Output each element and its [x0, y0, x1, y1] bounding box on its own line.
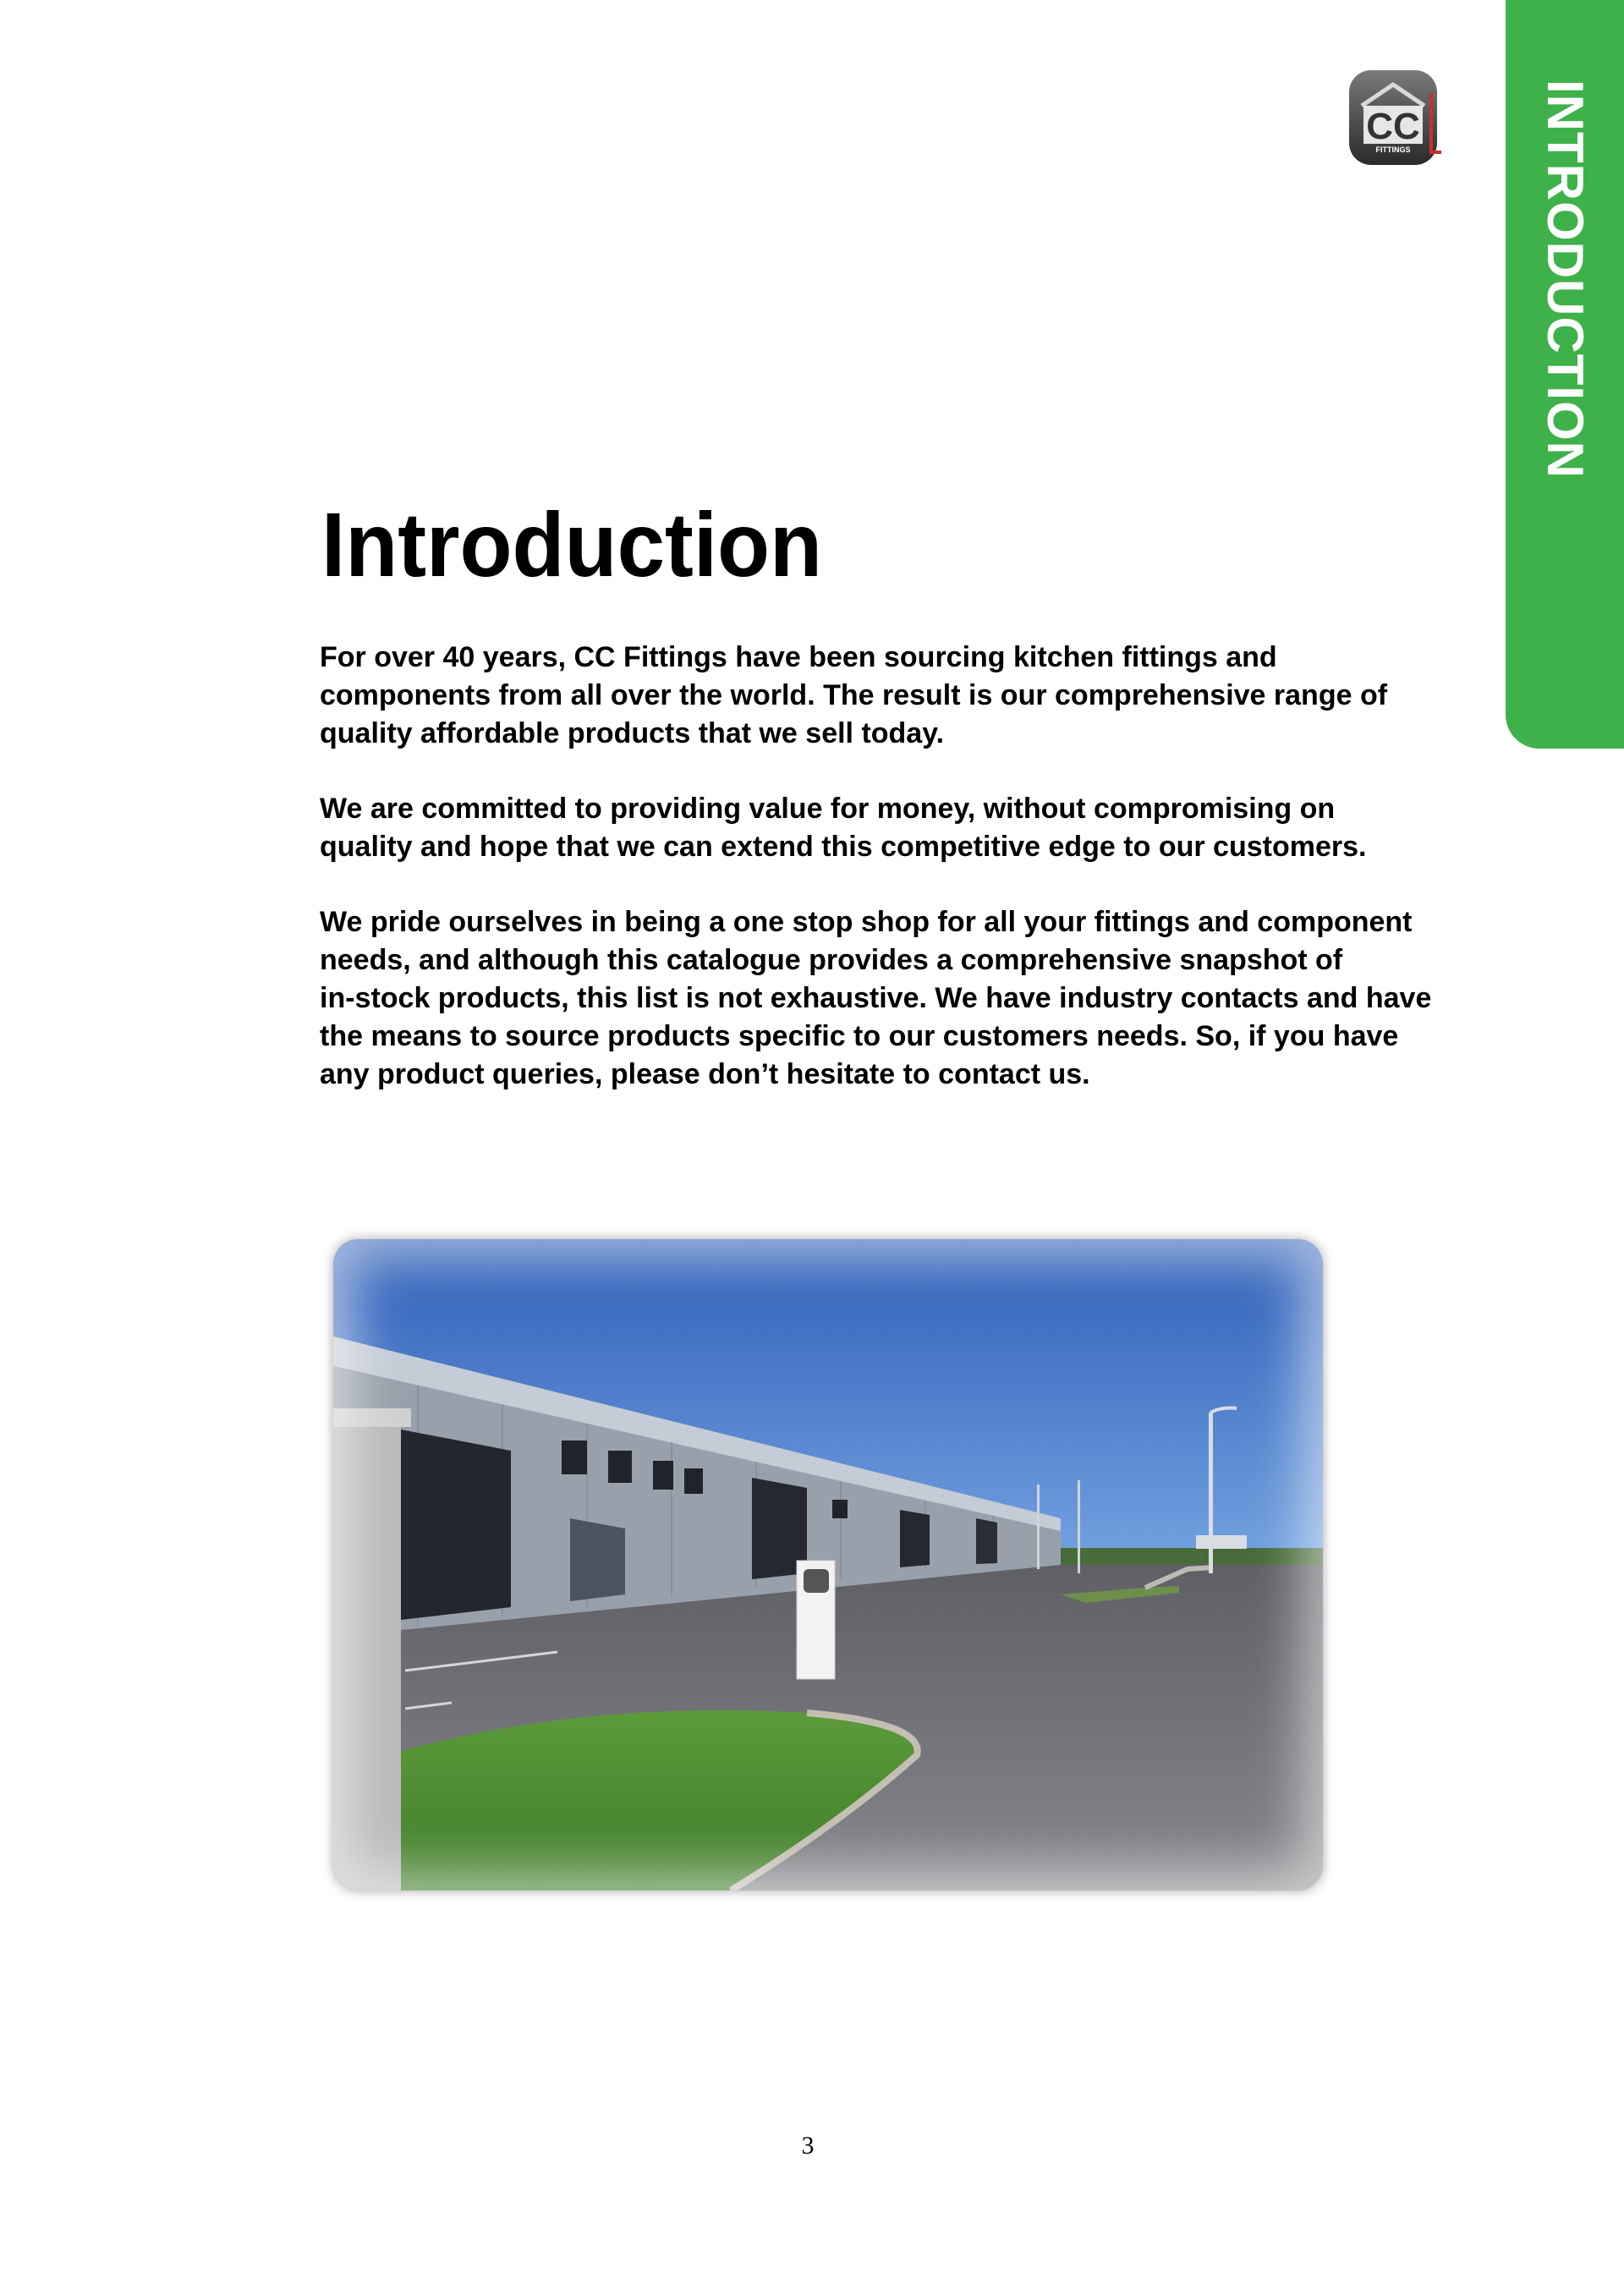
company-logo: [1347, 68, 1444, 169]
logo-subtext: FITTINGS: [1375, 145, 1411, 154]
warehouse-photo-illustration: [333, 1239, 1323, 1891]
paragraph-2: We are committed to providing value for money, without compromising on quality and hope that we can extend this competitive edge to our customers.: [320, 793, 1367, 863]
page-number: 3: [801, 2132, 815, 2159]
warehouse-photo: [333, 1239, 1323, 1891]
section-tab-label: INTRODUCTION: [1537, 80, 1594, 479]
paragraph-1: For over 40 years, CC Fittings have been sourcing kitchen fittings and components from all over the world. The result is our comprehensive range of quality affordable products that we sell today.: [320, 641, 1388, 749]
paragraph-3: We pride ourselves in being a one stop shop for all your fittings and component needs, and although this catalogue provides a comprehensive snapshot of in-stock products, this list is not exhaustive. We have industry contacts and have the means to source products specific to our customers needs. So, if you have any product queries, please don’t hesitate to contact us.: [320, 906, 1432, 1090]
company-logo-graphic: [1347, 68, 1444, 169]
page-title: Introduction: [321, 493, 823, 595]
section-tab: [1506, 0, 1624, 749]
intro-text: [320, 639, 1453, 1131]
logo-letters: CC: [1366, 106, 1420, 147]
